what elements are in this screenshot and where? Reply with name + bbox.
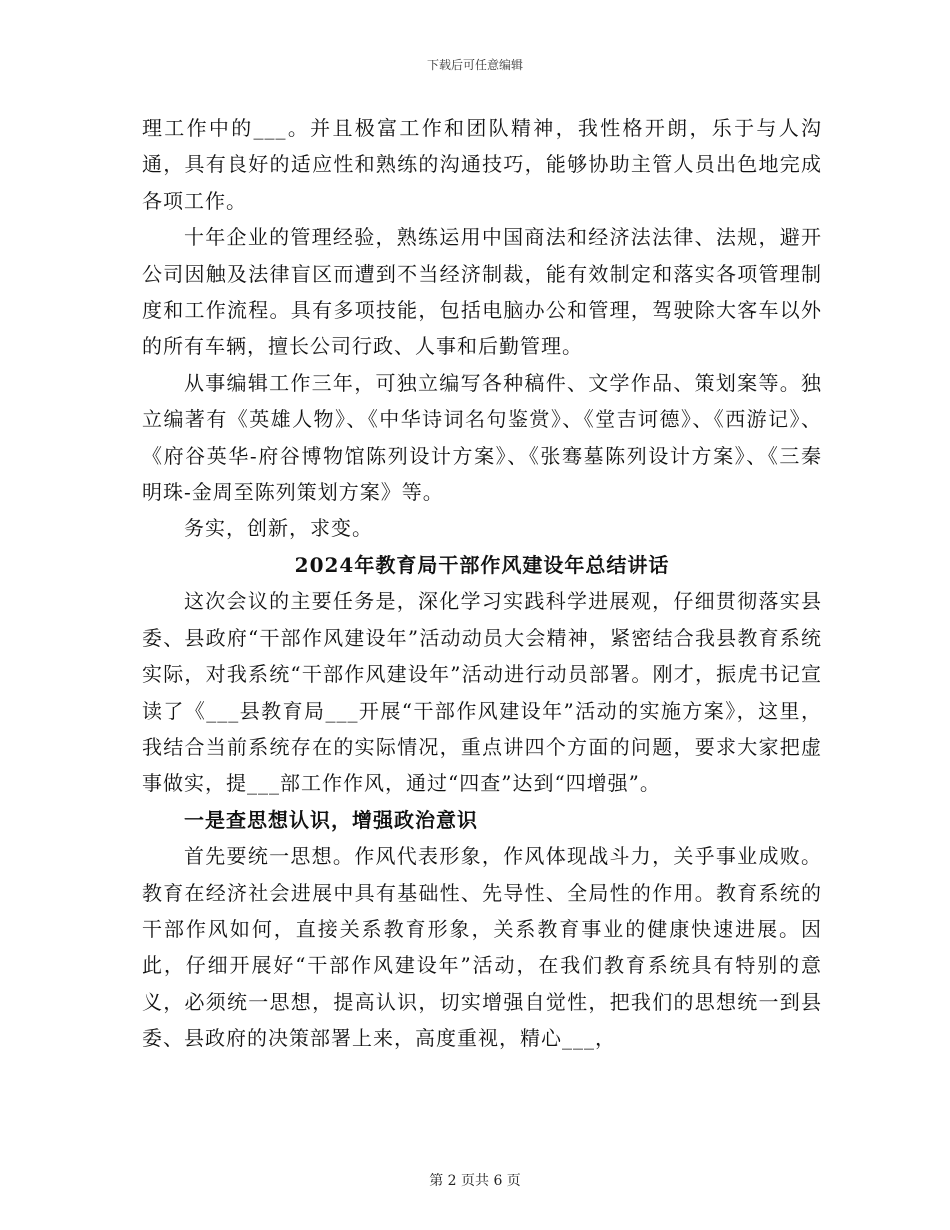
page-footer: 第 2 页共 6 页 xyxy=(429,1173,521,1189)
paragraph-3: 从事编辑工作三年，可独立编写各种稿件、文学作品、策划案等。独立编著有《英雄人物》、《中华诗词名句鉴赏》、《堂吉诃德》、《西游记》、《府谷英华-府谷博物馆陈列设计方案》、《张骞墓陈列设计方案》、《三秦明珠-金周至陈列策划方案》等。 xyxy=(142,370,822,505)
paragraph-intro: 这次会议的主要任务是，深化学习实践科学进展观，仔细贯彻落实县委、县政府“干部作风建设年”活动动员大会精神，紧密结合我县教育系统实际，对我系统“干部作风建设年”活动进行动员部署。刚才，振虎书记宣读了《___县教育局___开展“干部作风建设年”活动的实施方案》，这里，我结合当前系统存在的实际情况，重点讲四个方面的问题，要求大家把虚事做实，提___部工作作风，通过“四查”达到“四增强”。 xyxy=(142,589,822,796)
paragraph-1: 理工作中的___。并且极富工作和团队精神，我性格开朗，乐于与人沟通，具有良好的适应性和熟练的沟通技巧，能够协助主管人员出色地完成各项工作。 xyxy=(142,116,822,213)
document-body xyxy=(142,110,822,1057)
paragraph-2: 十年企业的管理经验，熟练运用中国商法和经济法法律、法规，避开公司因触及法律盲区而遭到不当经济制裁，能有效制定和落实各项管理制度和工作流程。具有多项技能，包括电脑办公和管理，驾驶除大客车以外的所有车辆，擅长公司行政、人事和后勤管理。 xyxy=(142,225,822,359)
section-title: 2024年教育局干部作风建设年总结讲话 xyxy=(294,552,670,577)
paragraph-last: 首先要统一思想。作风代表形象，作风体现战斗力，关乎事业成败。教育在经济社会进展中具有基础性、先导性、全局性的作用。教育系统的干部作风如何，直接关系教育形象，关系教育事业的健康快速进展。因此，仔细开展好“干部作风建设年”活动，在我们教育系统具有特别的意义，必须统一思想，提高认识，切实增强自觉性，把我们的思想统一到县委、县政府的决策部署上来，高度重视，精心___， xyxy=(142,844,822,1051)
subheading: 一是查思想认识，增强政治意识 xyxy=(184,807,478,832)
paragraph-4: 务实，创新，求变。 xyxy=(184,516,373,541)
page-header: 下载后可任意编辑 xyxy=(426,58,523,72)
